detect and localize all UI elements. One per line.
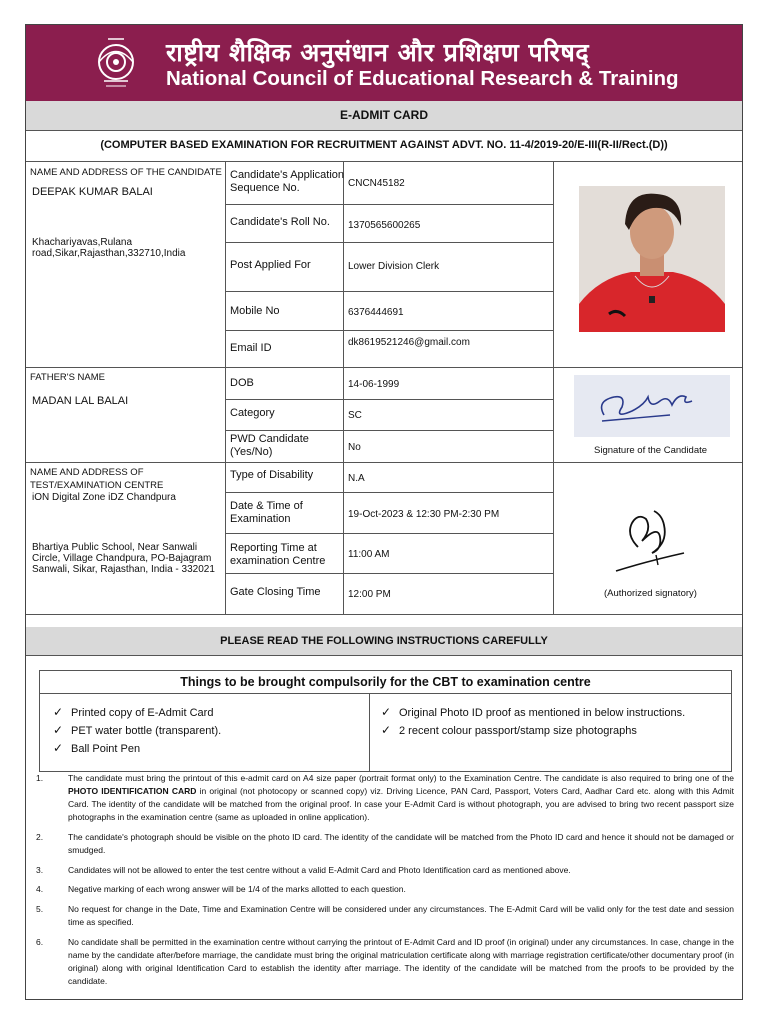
disability-label: Type of Disability (230, 469, 314, 481)
checkmark-icon: ✓ (53, 723, 64, 737)
things-box (39, 670, 732, 772)
instruction-number: 5. (36, 904, 44, 914)
instruction-number: 4. (36, 884, 44, 894)
candidate-signature (574, 375, 730, 437)
centre-address-3: Sanwali, Sikar, Rajasthan, India - 332021 (32, 564, 215, 575)
instruction-number: 1. (36, 773, 44, 783)
candidate-address-2: road,Sikar,Rajasthan,332710,India (32, 248, 186, 259)
pwd-label-1: PWD Candidate (230, 433, 309, 445)
app-seq-label-1: Candidate's Application (230, 169, 345, 181)
reporting-label-2: examination Centre (230, 555, 326, 567)
category-value: SC (348, 410, 362, 421)
exam-title: (COMPUTER BASED EXAMINATION FOR RECRUITMENT AGAINST ADVT. NO. 11-4/2019-20/E-III(R-II/Rect.(D)) (100, 139, 668, 151)
mobile-value: 6376444691 (348, 307, 404, 318)
app-seq-label-2: Sequence No. (230, 182, 300, 194)
roll-label: Candidate's Roll No. (230, 216, 330, 228)
centre-label-1: NAME AND ADDRESS OF (30, 467, 144, 478)
candidate-address-1: Khachariyavas,Rulana (32, 237, 133, 248)
checkmark-icon: ✓ (381, 723, 392, 737)
hindi-title: राष्ट्रीय शैक्षिक अनुसंधान और प्रशिक्षण परिषद् (166, 38, 590, 67)
checkmark-icon: ✓ (53, 705, 64, 719)
reporting-value: 11:00 AM (348, 549, 390, 560)
ncert-logo (86, 35, 146, 95)
instruction-6: No candidate shall be permitted in the examination centre without carrying the printout of E-Admit Card and ID proof (in original) under any circumstances. In case, change in the name by the candidate after/before marriage, the candidate must bring the original matriculation certificate along with marriage registration certificate/other documentary proof (in original) along with original Identification Card to establish the identity after marriage. The identity of the candidate will be matched from the proofs to be provided by the candidate. (68, 937, 734, 986)
list-item: ✓ Original Photo ID proof as mentioned in below instructions. (381, 705, 686, 719)
pwd-label-2: (Yes/No) (230, 446, 273, 458)
instruction-number: 2. (36, 832, 44, 842)
admit-card (25, 24, 743, 1000)
header-banner (26, 25, 742, 101)
authorized-caption: (Authorized signatory) (604, 588, 697, 599)
pwd-value: No (348, 442, 361, 453)
gate-value: 12:00 PM (348, 589, 391, 600)
app-seq-value: CNCN45182 (348, 178, 405, 189)
datetime-label-1: Date & Time of (230, 500, 303, 512)
gate-label: Gate Closing Time (230, 586, 321, 598)
roll-value: 1370565600265 (348, 220, 421, 231)
centre-name: iON Digital Zone iDZ Chandpura (32, 492, 176, 503)
list-item: ✓ Ball Point Pen (53, 741, 141, 755)
instruction-4: Negative marking of each wrong answer will be 1/4 of the marks allotted to each question. (68, 884, 406, 894)
reporting-label-1: Reporting Time at (230, 542, 317, 554)
instruction-number: 6. (36, 937, 44, 947)
centre-address-2: Circle, Village Chandpura, PO-Bajagram (32, 553, 212, 564)
category-label: Category (230, 407, 275, 419)
candidate-label: NAME AND ADDRESS OF THE CANDIDATE (30, 167, 222, 178)
instruction-number: 3. (36, 865, 44, 875)
list-item: ✓ PET water bottle (transparent). (53, 723, 222, 737)
centre-label-2: TEST/EXAMINATION CENTRE (30, 480, 164, 491)
card-title: E-ADMIT CARD (26, 101, 742, 130)
instruction-2: The candidate's photograph should be visible on the photo ID card. The identity of the candidate will be matched from the Photo ID card and hence it should not be damaged or smudged. (68, 832, 734, 855)
english-title: National Council of Educational Research & Training (166, 67, 679, 90)
datetime-label-2: Examination (230, 513, 291, 525)
post-label: Post Applied For (230, 259, 311, 271)
dob-label: DOB (230, 377, 254, 389)
signature-caption: Signature of the Candidate (594, 445, 708, 456)
disability-value: N.A (348, 473, 365, 484)
email-value: dk8619521246@gmail.com (348, 337, 470, 348)
instruction-1: The candidate must bring the printout of this e-admit card on A4 size paper (portrait format only) to the Examination Centre. The candidate is also required to bring one of the PHOTO IDENTIFICATION CARD in original (not photocopy or scanned copy) viz. Driving Licence, PAN Card, Passport, Voters Card, Aadhar Card etc. along with this Admit Card. The identity of the candidate will be matched from the original proof. In case your E-Admit Card is without photograph, you are advised to bring two recent passport size photographs in the examination centre (same as uploaded in online application). (68, 773, 734, 822)
authorized-signature (598, 495, 708, 579)
candidate-photo (579, 186, 725, 332)
instruction-3: Candidates will not be allowed to enter the test centre without a valid E-Admit Card and Photo Identification card as mentioned above. (68, 865, 571, 875)
instruction-5: No request for change in the Date, Time and Examination Centre will be considered under any circumstances. The E-Admit Card will be valid only for the test date and session time as specified. (68, 904, 734, 927)
datetime-value: 19-Oct-2023 & 12:30 PM-2:30 PM (348, 509, 500, 520)
checkmark-icon: ✓ (381, 705, 392, 719)
centre-address-1: Bhartiya Public School, Near Sanwali (32, 542, 198, 553)
things-title: Things to be brought compulsorily for the CBT to examination centre (40, 671, 731, 694)
candidate-name: DEEPAK KUMAR BALAI (32, 186, 153, 198)
post-value: Lower Division Clerk (348, 261, 440, 272)
list-item: ✓ Printed copy of E-Admit Card (53, 705, 214, 719)
instructions-title: PLEASE READ THE FOLLOWING INSTRUCTIONS CAREFULLY (26, 627, 742, 655)
checkmark-icon: ✓ (53, 741, 64, 755)
father-label: FATHER'S NAME (30, 372, 106, 383)
email-label: Email ID (230, 342, 272, 354)
dob-value: 14-06-1999 (348, 379, 400, 390)
mobile-label: Mobile No (230, 305, 280, 317)
list-item: ✓ 2 recent colour passport/stamp size photographs (381, 723, 637, 737)
father-name: MADAN LAL BALAI (32, 395, 129, 407)
